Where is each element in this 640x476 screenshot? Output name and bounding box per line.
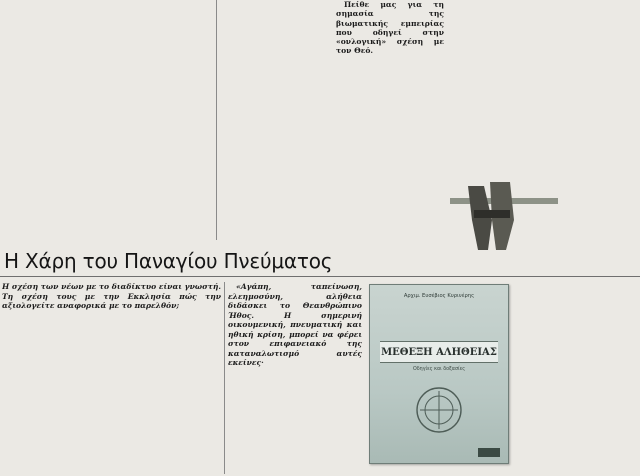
article-lead: Η σχέση των νέων με το διαδίκτυο είναι γνωστή. Τη σχέση τους με την Εκκλησία πώς την αξιολογείτε αναφορικά με το παρελθόν; [2,282,221,310]
top-column-2 [222,0,329,238]
article-column-1 [2,282,221,476]
section-divider [0,276,640,277]
top-column-3 [336,0,444,238]
book-emblem-icon [414,385,464,435]
book-author: Αρχιμ. Ευσέβιος Κυρινέρης [403,293,475,299]
clothespin-icon [448,180,560,252]
book-cover-image [369,284,509,464]
article-column-2 [228,282,362,472]
interview-question: Πείθε μας για τη σημασία της βιωματικής εμπειρίας που οδηγεί στην «ονλογική» σχέση με τον Θεό. [336,0,444,56]
article-pull-quote: «Αγάπη, ταπείνωση, ελεημοσύνη, αλήθεια διδάσκει το Θεανθρώπινο Ήθος. Η σημερινή οικουμενική, πνευματική και ηθική κρίση, μπορεί να φέρει στον επιφανειακό της καταναλωτισμό αυτές εκείνες· [228,282,362,367]
pull-quote-top [2,0,102,196]
book-title: ΜΕΘΕΞΗ ΑΛΗΘΕΙΑΣ [380,341,498,363]
book-subtitle: Οδηγίες και δοξασίες [412,367,466,372]
column-divider [216,0,217,240]
article-headline: Η Χάρη του Παναγίου Πνεύματος [4,249,333,273]
publisher-logo [478,448,500,457]
column-divider [224,282,225,474]
top-column-1 [104,0,212,212]
article-column-3 [512,282,638,476]
